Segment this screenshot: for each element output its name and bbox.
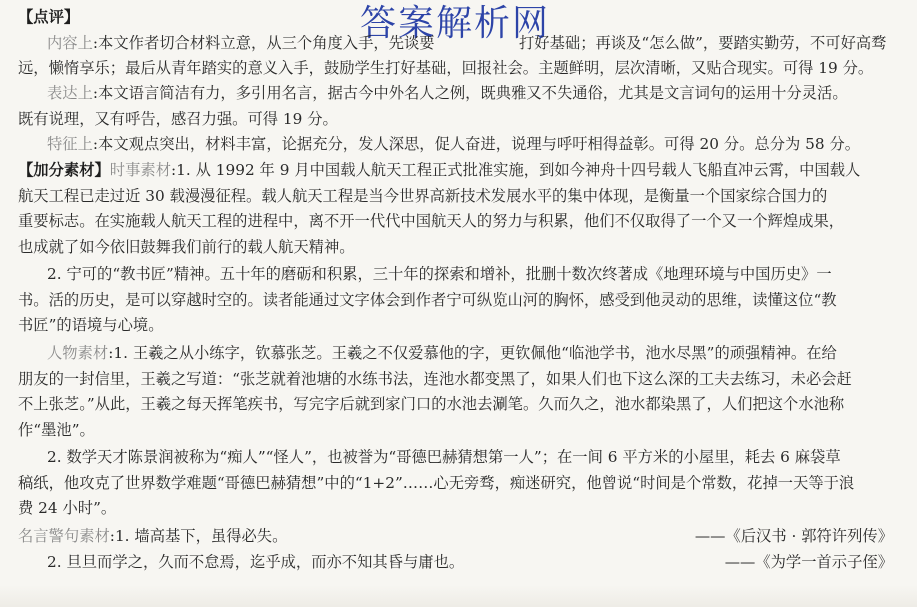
people-line-3: 不上张芝。”从此，王羲之每天挥笔疾书，写完字后就到家门口的水池去涮笔。久而久之，池水都染黑了，人们把这个水池称 <box>18 395 845 413</box>
bonus-line-1 <box>18 159 903 181</box>
current-affairs-text-1: :1. 从 1992 年 9 月中国载人航天工程正式批准实施，到如今神舟十四号载人飞船直冲云霄，中国载人 <box>171 161 861 179</box>
people-line-1 <box>47 342 903 364</box>
expression-line-1 <box>47 82 903 104</box>
people-line-2: 朋友的一封信里，王羲之写道：“张芝就着池塘的水练书法，连池水都变黑了，如果人们也下这么深的工夫去练习，未必会赶 <box>18 370 852 388</box>
people-2-line-1: 2. 数学天才陈景润被称为“痴人”“怪人”，也被誉为“哥德巴赫猜想第一人”；在一间 6 平方米的小屋里，耗去 6 麻袋草 <box>47 448 841 466</box>
people-2-line-2: 稿纸，他攻克了世界数学难题“哥德巴赫猜想”中的“1+2”……心无旁骛，痴迷研究，他曾说“时间是个常数，花掉一天等于浪 <box>18 474 855 492</box>
current-affairs-label: 时事素材 <box>109 161 171 179</box>
watermark: 答案解析网 <box>360 3 551 44</box>
current-affairs-2-line-3: 书匠”的语境与心境。 <box>18 316 164 334</box>
content-text-1b: 打好基础；再谈及“怎么做”，要踏实勤劳，不可好高骛 <box>519 34 887 52</box>
review-header: 【点评】 <box>18 8 80 26</box>
feature-text: :本文观点突出，材料丰富，论据充分，发人深思，促人奋进，说理与呼吁相得益彰。可得 20 分。总分为 58 分。 <box>92 135 861 153</box>
people-text-1: :1. 王羲之从小练字，钦慕张芝。王羲之不仅爱慕他的字，更钦佩他“临池学书，池水尽黑”的顽强精神。在给 <box>108 344 837 362</box>
page-bottom-shade <box>0 585 917 607</box>
people-label: 人物素材 <box>47 344 109 362</box>
content-text-1a: :本文作者切合材料立意，从三个角度入手，先谈要 <box>92 34 435 52</box>
people-line-4: 作“墨池”。 <box>18 421 95 439</box>
expression-label: 表达上 <box>47 84 93 102</box>
current-affairs-2-line-2: 书。活的历史，是可以穿越时空的。读者能通过文字体会到作者宁可纵览山河的胸怀，感受到他灵动的思维，读懂这位“教 <box>18 291 837 309</box>
people-2-line-3: 费 24 小时”。 <box>18 499 117 517</box>
content-line-1 <box>47 32 903 54</box>
quote-text-1: :1. 墙高基下，虽得必失。 <box>109 527 288 545</box>
current-affairs-line-2: 航天工程已走过近 30 载漫漫征程。载人航天工程是当今世界高新技术发展水平的集中体现，是衡量一个国家综合国力的 <box>18 187 828 205</box>
content-line-2: 远，懒惰享乐；最后从青年踏实的意义入手，鼓励学生打好基础，回报社会。主题鲜明，层次清晰，又贴合现实。可得 19 分。 <box>18 59 874 77</box>
current-affairs-2-line-1: 2. 宁可的“教书匠”精神。五十年的磨砺和积累，三十年的探索和增补，批删十数次终著成《地理环境与中国历史》一 <box>47 265 832 283</box>
expression-text-1: :本文语言简洁有力，多引用名言，据古今中外名人之例，既典雅又不失通俗，尤其是文言词句的运用十分灵活。 <box>92 84 848 102</box>
feature-label: 特征上 <box>47 135 93 153</box>
quote-label: 名言警句素材 <box>18 527 110 545</box>
expression-line-2: 既有说理，又有呼告，感召力强。可得 19 分。 <box>18 110 338 128</box>
current-affairs-line-3: 重要标志。在实施载人航天工程的进程中，离不开一代代中国航天人的努力与积累，他们不仅取得了一个又一个辉煌成果， <box>18 212 845 230</box>
feature-line <box>47 133 903 155</box>
quote-line-2: 2. 旦旦而学之，久而不怠焉，迄乎成，而亦不知其昏与庸也。 <box>47 553 465 571</box>
bonus-header: 【加分素材】 <box>18 161 110 179</box>
current-affairs-line-4: 也成就了如今依旧鼓舞我们前行的载人航天精神。 <box>18 238 355 256</box>
quote-source-1: ——《后汉书 · 郭符许列传》 <box>694 527 893 545</box>
content-label: 内容上 <box>47 34 93 52</box>
quote-source-2: ——《为学一首示子侄》 <box>724 553 893 571</box>
